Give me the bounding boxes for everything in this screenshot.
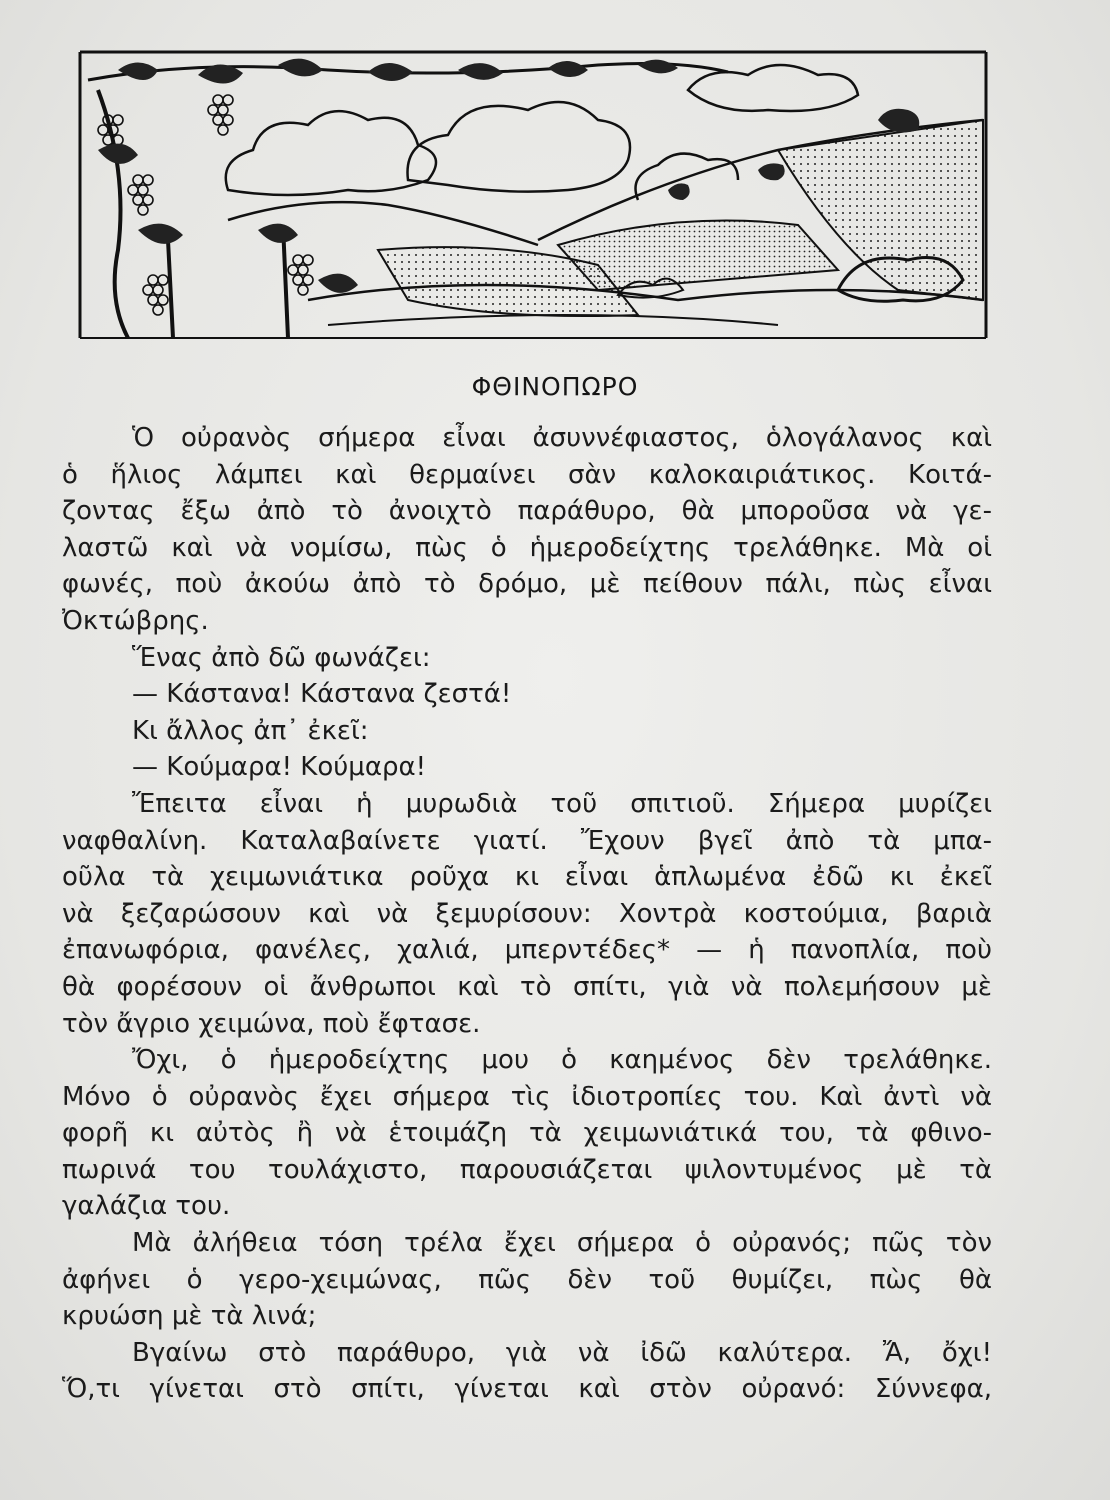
- text-line: κρυώση μὲ τὰ λινά;: [62, 1301, 317, 1332]
- text-line: Ὀκτώβρης.: [62, 605, 209, 636]
- text-line: Βγαίνω στὸ παράθυρο, γιὰ νὰ ἰδῶ καλύτερα. Ἄ, ὄχι!: [132, 1337, 992, 1368]
- text-line: ἐπανωφόρια, φανέλες, χαλιά, μπερντέδες* — ἡ πανοπλία, ποὺ: [62, 935, 992, 966]
- text-line: ναφθαλίνη. Καταλαβαίνετε γιατί. Ἔχουν βγεῖ ἀπὸ τὰ μπα-: [62, 825, 992, 856]
- text-line: γαλάζια του.: [62, 1191, 231, 1222]
- text-line: τὸν ἄγριο χειμώνα, ποὺ ἔφτασε.: [62, 1008, 481, 1039]
- text-line: Ὄχι, ὁ ἡμεροδείχτης μου ὁ καημένος δὲν τρελάθηκε.: [132, 1045, 992, 1076]
- text-line: νὰ ξεζαρώσουν καὶ νὰ ξεμυρίσουν: Χοντρὰ κοστούμια, βαριὰ: [62, 898, 992, 929]
- text-line: Ἔπειτα εἶναι ἡ μυρωδιὰ τοῦ σπιτιοῦ. Σήμερα μυρίζει: [132, 788, 992, 819]
- text-line: φωνές, ποὺ ἀκούω ἀπὸ τὸ δρόμο, μὲ πείθουν πάλι, πὼς εἶναι: [62, 569, 992, 600]
- text-line: Ἕνας ἀπὸ δῶ φωνάζει:: [132, 642, 431, 673]
- text-line: φορῆ κι αὐτὸς ἢ νὰ ἑτοιμάζη τὰ χειμωνιάτικά του, τὰ φθινο-: [62, 1118, 992, 1149]
- chapter-title: ΦΘΙΝΟΠΩΡΟ: [471, 372, 639, 401]
- text-line: πωρινά του τουλάχιστο, παρουσιάζεται ψιλοντυμένος μὲ τὰ: [62, 1154, 992, 1185]
- text-line: οῦλα τὰ χειμωνιάτικα ροῦχα κι εἶναι ἁπλωμένα ἐδῶ κι ἐκεῖ: [62, 862, 992, 893]
- text-line: Μὰ ἀλήθεια τόση τρέλα ἔχει σήμερα ὁ οὐρανός; πῶς τὸν: [132, 1228, 992, 1259]
- text-line: ὁ ἥλιος λάμπει καὶ θερμαίνει σὰν καλοκαιριάτικος. Κοιτά-: [62, 459, 992, 490]
- text-line: Ὅ,τι γίνεται στὸ σπίτι, γίνεται καὶ στὸν οὐρανό: Σύννεφα,: [62, 1374, 992, 1405]
- text-line: ζοντας ἔξω ἀπὸ τὸ ἀνοιχτὸ παράθυρο, θὰ μποροῦσα νὰ γε-: [62, 496, 992, 527]
- text-line: θὰ φορέσουν οἱ ἄνθρωποι καὶ τὸ σπίτι, γιὰ νὰ πολεμήσουν μὲ: [62, 971, 992, 1002]
- autumn-landscape-illustration: [78, 50, 988, 340]
- text-line: Ὁ οὐρανὸς σήμερα εἶναι ἀσυννέφιαστος, ὁλογάλανος καὶ: [132, 423, 992, 453]
- text-line: Κι ἄλλος ἀπ᾽ ἐκεῖ:: [132, 715, 369, 746]
- text-line: λαστῶ καὶ νὰ νομίσω, πὼς ὁ ἡμεροδείχτης τρελάθηκε. Μὰ οἱ: [62, 532, 992, 563]
- text-line: ἀφήνει ὁ γερο-χειμώνας, πῶς δὲν τοῦ θυμίζει, πὼς θὰ: [62, 1264, 992, 1295]
- body-text: [62, 420, 992, 1408]
- text-line: Μόνο ὁ οὐρανὸς ἔχει σήμερα τὶς ἰδιοτροπίες του. Καὶ ἀντὶ νὰ: [62, 1081, 992, 1112]
- text-line: — Κάστανα! Κάστανα ζεστά!: [132, 679, 512, 710]
- text-line: — Κούμαρα! Κούμαρα!: [132, 752, 427, 783]
